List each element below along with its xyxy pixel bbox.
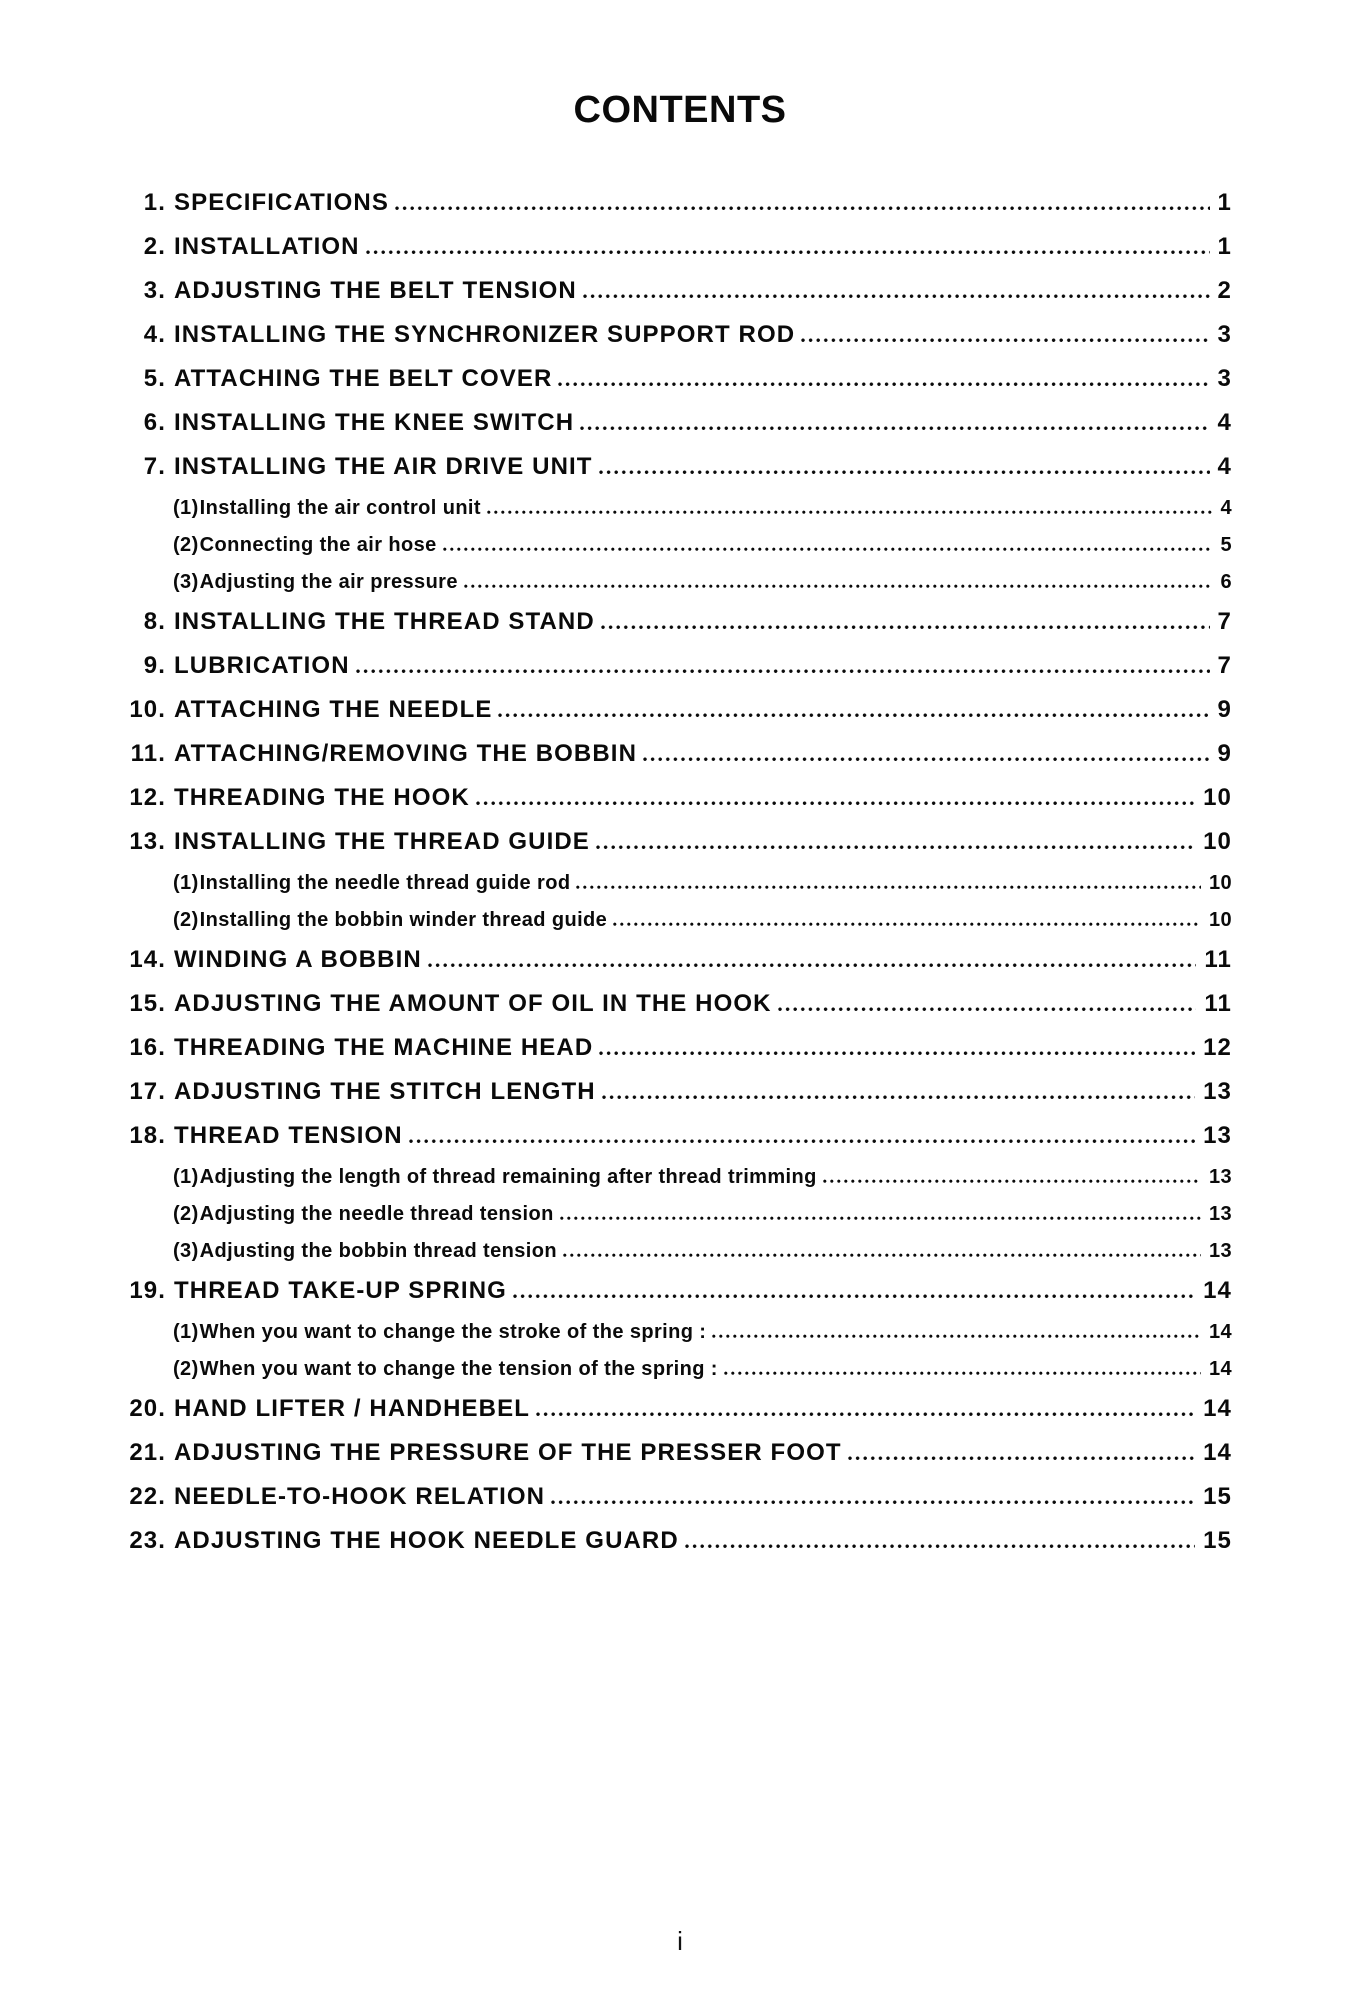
toc-entry-number: 12. bbox=[129, 784, 166, 811]
toc-entry-number: 9. bbox=[143, 652, 166, 679]
toc-entry bbox=[120, 410, 1232, 435]
toc-entry bbox=[120, 1322, 1232, 1343]
toc-entry-number: (1) bbox=[173, 872, 199, 894]
toc-entry-label: ATTACHING THE BELT COVER bbox=[174, 365, 553, 392]
toc-entry-label: ADJUSTING THE PRESSURE OF THE PRESSER FOOT bbox=[174, 1439, 842, 1466]
table-of-contents bbox=[0, 190, 1360, 1553]
toc-leader-dots bbox=[464, 584, 1213, 588]
toc-entry-page: 9 bbox=[1217, 696, 1232, 723]
toc-entry bbox=[120, 535, 1232, 556]
toc-entry-label: Installing the bobbin winder thread guide bbox=[199, 909, 608, 931]
toc-entry bbox=[120, 366, 1232, 391]
toc-entry-number: (2) bbox=[173, 1358, 199, 1380]
toc-leader-dots bbox=[643, 757, 1210, 761]
toc-entry-label: ADJUSTING THE AMOUNT OF OIL IN THE HOOK bbox=[174, 990, 772, 1017]
toc-entry-page: 3 bbox=[1217, 321, 1232, 348]
toc-leader-dots bbox=[536, 1412, 1195, 1416]
toc-entry-page: 10 bbox=[1208, 872, 1232, 894]
toc-leader-dots bbox=[576, 885, 1201, 889]
toc-entry-number: 20. bbox=[129, 1395, 166, 1422]
toc-leader-dots bbox=[580, 426, 1209, 430]
toc-entry bbox=[120, 572, 1232, 593]
toc-entry-label: WINDING A BOBBIN bbox=[174, 946, 422, 973]
toc-entry-label: ADJUSTING THE STITCH LENGTH bbox=[174, 1078, 596, 1105]
toc-entry bbox=[120, 1278, 1232, 1303]
toc-entry-number: (2) bbox=[173, 1203, 199, 1225]
toc-entry bbox=[120, 454, 1232, 479]
toc-entry-number: 6. bbox=[143, 409, 166, 436]
toc-entry-number: 1. bbox=[143, 189, 166, 216]
toc-leader-dots bbox=[560, 1216, 1201, 1220]
toc-leader-dots bbox=[356, 669, 1210, 673]
toc-entry-page: 1 bbox=[1217, 233, 1232, 260]
document-page bbox=[0, 88, 1360, 2012]
toc-entry-number: (1) bbox=[173, 497, 199, 519]
toc-entry-number: (3) bbox=[173, 571, 199, 593]
toc-entry-label: Installing the needle thread guide rod bbox=[199, 872, 571, 894]
toc-leader-dots bbox=[778, 1007, 1197, 1011]
toc-entry bbox=[120, 234, 1232, 259]
toc-entry bbox=[120, 1528, 1232, 1553]
toc-entry bbox=[120, 1123, 1232, 1148]
toc-entry bbox=[120, 653, 1232, 678]
toc-leader-dots bbox=[848, 1456, 1195, 1460]
toc-entry bbox=[120, 1396, 1232, 1421]
toc-entry-label: ATTACHING/REMOVING THE BOBBIN bbox=[174, 740, 637, 767]
toc-entry-page: 14 bbox=[1208, 1358, 1232, 1380]
toc-entry bbox=[120, 498, 1232, 519]
toc-entry bbox=[120, 1167, 1232, 1188]
toc-leader-dots bbox=[551, 1500, 1195, 1504]
toc-entry-number: 8. bbox=[143, 608, 166, 635]
toc-entry-label: INSTALLING THE THREAD GUIDE bbox=[174, 828, 590, 855]
toc-entry-label: Adjusting the air pressure bbox=[199, 571, 458, 593]
toc-entry-page: 3 bbox=[1217, 365, 1232, 392]
toc-entry bbox=[120, 1204, 1232, 1225]
toc-leader-dots bbox=[599, 470, 1210, 474]
toc-entry-label: THREADING THE MACHINE HEAD bbox=[174, 1034, 594, 1061]
toc-leader-dots bbox=[487, 510, 1213, 514]
toc-entry-number: 17. bbox=[129, 1078, 166, 1105]
toc-entry bbox=[120, 1440, 1232, 1465]
page-number: i bbox=[677, 1926, 683, 1956]
toc-entry-number: 2. bbox=[143, 233, 166, 260]
toc-entry-page: 4 bbox=[1217, 453, 1232, 480]
toc-entry-label: Connecting the air hose bbox=[199, 534, 437, 556]
toc-leader-dots bbox=[395, 206, 1210, 210]
toc-entry-page: 11 bbox=[1204, 946, 1232, 973]
toc-entry bbox=[120, 873, 1232, 894]
toc-entry bbox=[120, 829, 1232, 854]
toc-leader-dots bbox=[613, 922, 1201, 926]
toc-entry-number: 10. bbox=[129, 696, 166, 723]
toc-entry-label: NEEDLE-TO-HOOK RELATION bbox=[174, 1483, 546, 1510]
toc-entry-page: 14 bbox=[1203, 1395, 1232, 1422]
toc-entry bbox=[120, 322, 1232, 347]
toc-entry-number: 19. bbox=[129, 1277, 166, 1304]
toc-entry-page: 9 bbox=[1217, 740, 1232, 767]
toc-entry-number: (3) bbox=[173, 1240, 199, 1262]
toc-entry-page: 4 bbox=[1217, 409, 1232, 436]
toc-entry bbox=[120, 785, 1232, 810]
toc-entry bbox=[120, 1359, 1232, 1380]
toc-entry bbox=[120, 190, 1232, 215]
toc-entry-number: 21. bbox=[129, 1439, 166, 1466]
toc-entry-number: (2) bbox=[173, 534, 199, 556]
toc-entry bbox=[120, 278, 1232, 303]
toc-entry-page: 13 bbox=[1203, 1122, 1232, 1149]
toc-entry-label: HAND LIFTER / HANDHEBEL bbox=[174, 1395, 530, 1422]
toc-entry-page: 1 bbox=[1217, 189, 1232, 216]
toc-leader-dots bbox=[601, 625, 1210, 629]
toc-entry-label: THREAD TENSION bbox=[174, 1122, 403, 1149]
toc-entry-page: 13 bbox=[1208, 1240, 1232, 1262]
toc-entry bbox=[120, 1241, 1232, 1262]
toc-leader-dots bbox=[443, 547, 1213, 551]
toc-entry-label: SPECIFICATIONS bbox=[174, 189, 389, 216]
toc-entry-number: 5. bbox=[143, 365, 166, 392]
toc-entry-page: 14 bbox=[1203, 1439, 1232, 1466]
toc-leader-dots bbox=[409, 1139, 1195, 1143]
toc-entry-page: 15 bbox=[1203, 1483, 1232, 1510]
toc-entry-label: INSTALLING THE THREAD STAND bbox=[174, 608, 595, 635]
toc-leader-dots bbox=[428, 963, 1197, 967]
toc-entry-page: 13 bbox=[1208, 1166, 1232, 1188]
toc-entry bbox=[120, 1079, 1232, 1104]
toc-entry-page: 14 bbox=[1208, 1321, 1232, 1343]
toc-entry bbox=[120, 947, 1232, 972]
toc-entry-page: 5 bbox=[1220, 534, 1232, 556]
toc-leader-dots bbox=[599, 1051, 1195, 1055]
toc-entry-number: 11. bbox=[130, 740, 166, 767]
toc-entry-page: 4 bbox=[1220, 497, 1232, 519]
toc-entry-label: THREAD TAKE-UP SPRING bbox=[174, 1277, 507, 1304]
toc-entry-number: 18. bbox=[129, 1122, 166, 1149]
toc-entry-number: 4. bbox=[143, 321, 166, 348]
toc-entry-page: 14 bbox=[1203, 1277, 1232, 1304]
toc-leader-dots bbox=[685, 1544, 1195, 1548]
toc-entry-label: When you want to change the tension of the spring : bbox=[199, 1358, 718, 1380]
toc-leader-dots bbox=[563, 1253, 1201, 1257]
toc-leader-dots bbox=[823, 1179, 1201, 1183]
toc-leader-dots bbox=[724, 1371, 1201, 1375]
toc-leader-dots bbox=[498, 713, 1209, 717]
toc-entry-label: ADJUSTING THE HOOK NEEDLE GUARD bbox=[174, 1527, 679, 1554]
toc-entry-number: 16. bbox=[129, 1034, 166, 1061]
toc-entry-page: 7 bbox=[1217, 608, 1232, 635]
toc-entry-page: 10 bbox=[1208, 909, 1232, 931]
toc-entry-label: Adjusting the needle thread tension bbox=[199, 1203, 554, 1225]
toc-entry-number: 14. bbox=[129, 946, 166, 973]
toc-entry-label: Installing the air control unit bbox=[199, 497, 481, 519]
toc-entry-number: 15. bbox=[129, 990, 166, 1017]
toc-entry-page: 12 bbox=[1203, 1034, 1232, 1061]
toc-leader-dots bbox=[596, 845, 1195, 849]
toc-entry-label: INSTALLING THE KNEE SWITCH bbox=[174, 409, 575, 436]
toc-entry-label: INSTALLING THE AIR DRIVE UNIT bbox=[174, 453, 593, 480]
toc-entry-page: 11 bbox=[1204, 990, 1232, 1017]
toc-entry-page: 15 bbox=[1203, 1527, 1232, 1554]
toc-entry-page: 2 bbox=[1217, 277, 1232, 304]
toc-leader-dots bbox=[513, 1294, 1195, 1298]
toc-entry-page: 7 bbox=[1217, 652, 1232, 679]
toc-entry bbox=[120, 991, 1232, 1016]
toc-entry-page: 13 bbox=[1208, 1203, 1232, 1225]
toc-entry bbox=[120, 697, 1232, 722]
toc-entry bbox=[120, 609, 1232, 634]
toc-leader-dots bbox=[583, 294, 1210, 298]
toc-entry-page: 10 bbox=[1203, 784, 1232, 811]
toc-entry-label: INSTALLATION bbox=[174, 233, 360, 260]
toc-entry-page: 6 bbox=[1220, 571, 1232, 593]
toc-leader-dots bbox=[801, 338, 1209, 342]
page-title: CONTENTS bbox=[573, 89, 787, 131]
toc-leader-dots bbox=[476, 801, 1195, 805]
toc-entry-label: ADJUSTING THE BELT TENSION bbox=[174, 277, 577, 304]
toc-entry-label: Adjusting the length of thread remaining after thread trimming bbox=[199, 1166, 817, 1188]
toc-entry-number: 7. bbox=[143, 453, 166, 480]
toc-leader-dots bbox=[558, 382, 1209, 386]
toc-entry-label: When you want to change the stroke of the spring : bbox=[199, 1321, 707, 1343]
toc-entry-number: (2) bbox=[173, 909, 199, 931]
toc-entry-label: LUBRICATION bbox=[174, 652, 350, 679]
toc-entry bbox=[120, 1484, 1232, 1509]
toc-entry-label: THREADING THE HOOK bbox=[174, 784, 470, 811]
toc-entry-number: (1) bbox=[173, 1166, 199, 1188]
toc-leader-dots bbox=[602, 1095, 1195, 1099]
toc-entry-number: 22. bbox=[129, 1483, 166, 1510]
toc-entry bbox=[120, 741, 1232, 766]
toc-entry-number: (1) bbox=[173, 1321, 199, 1343]
toc-entry-page: 10 bbox=[1203, 828, 1232, 855]
toc-entry-page: 13 bbox=[1203, 1078, 1232, 1105]
toc-entry-number: 13. bbox=[129, 828, 166, 855]
toc-entry-number: 23. bbox=[129, 1527, 166, 1554]
toc-entry-label: ATTACHING THE NEEDLE bbox=[174, 696, 493, 723]
toc-entry bbox=[120, 1035, 1232, 1060]
toc-leader-dots bbox=[712, 1334, 1201, 1338]
toc-entry-number: 3. bbox=[143, 277, 166, 304]
toc-entry-label: INSTALLING THE SYNCHRONIZER SUPPORT ROD bbox=[174, 321, 796, 348]
toc-leader-dots bbox=[366, 250, 1210, 254]
toc-entry bbox=[120, 910, 1232, 931]
toc-entry-label: Adjusting the bobbin thread tension bbox=[199, 1240, 557, 1262]
